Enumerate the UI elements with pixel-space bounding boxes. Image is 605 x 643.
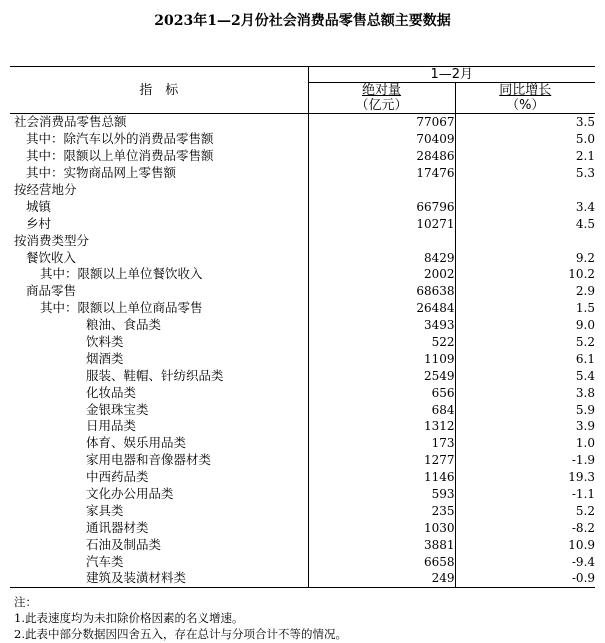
row-yoy-growth: 5.9	[455, 401, 595, 418]
row-absolute-value: 593	[308, 486, 455, 503]
table-row	[10, 334, 595, 351]
row-indicator: 乡村	[26, 215, 52, 231]
row-absolute-value: 1277	[308, 452, 455, 469]
table-row	[10, 215, 595, 232]
row-indicator: 家具类	[86, 502, 124, 518]
row-indicator: 烟酒类	[86, 350, 124, 366]
row-indicator: 商品零售	[26, 283, 77, 299]
row-yoy-growth: -1.9	[455, 452, 595, 469]
table-row	[10, 182, 595, 199]
row-absolute-value: 249	[308, 570, 455, 587]
row-indicator: 金银珠宝类	[86, 401, 149, 417]
row-indicator: 饮料类	[86, 334, 124, 350]
row-yoy-growth: -0.9	[455, 570, 595, 587]
row-absolute-value: 1109	[308, 350, 455, 367]
row-absolute-value: 6658	[308, 553, 455, 570]
row-yoy-growth: -8.2	[455, 519, 595, 536]
row-yoy-growth: 9.2	[455, 249, 595, 266]
table-row	[10, 249, 595, 266]
notes	[14, 594, 599, 642]
row-yoy-growth: 19.3	[455, 469, 595, 486]
row-absolute-value: 684	[308, 401, 455, 418]
table-row	[10, 283, 595, 300]
yoy-header-label: 同比增长	[499, 83, 552, 98]
row-absolute-value: 66796	[308, 198, 455, 215]
row-indicator: 文化办公用品类	[86, 486, 174, 502]
table-row	[10, 198, 595, 215]
row-yoy-growth	[455, 232, 595, 249]
absolute-header-unit: （亿元）	[355, 98, 408, 113]
table-row	[10, 114, 595, 131]
yoy-header-unit: （%）	[506, 98, 545, 113]
row-indicator: 餐饮收入	[26, 249, 77, 265]
row-yoy-growth: 5.2	[455, 334, 595, 351]
row-absolute-value: 26484	[308, 300, 455, 317]
row-absolute-value: 17476	[308, 165, 455, 182]
row-indicator: 按经营地分	[14, 182, 77, 197]
table-row	[10, 469, 595, 486]
row-yoy-growth: 2.1	[455, 148, 595, 165]
row-absolute-value: 1312	[308, 418, 455, 435]
row-yoy-growth: 10.2	[455, 266, 595, 283]
table-row	[10, 536, 595, 553]
row-yoy-growth: 2.9	[455, 283, 595, 300]
table-row	[10, 148, 595, 165]
row-absolute-value: 28486	[308, 148, 455, 165]
row-indicator: 按消费类型分	[14, 232, 90, 248]
row-absolute-value: 1146	[308, 469, 455, 486]
row-yoy-growth: 3.9	[455, 418, 595, 435]
data-table	[10, 66, 595, 588]
row-absolute-value: 235	[308, 502, 455, 519]
table-row	[10, 435, 595, 452]
table-row	[10, 519, 595, 536]
row-yoy-growth: 1.0	[455, 435, 595, 452]
row-absolute-value: 68638	[308, 283, 455, 300]
table-row	[10, 486, 595, 503]
row-yoy-growth: 9.0	[455, 317, 595, 334]
row-absolute-value	[308, 232, 455, 249]
absolute-header-label: 绝对量	[361, 83, 401, 98]
row-indicator: 石油及制品类	[86, 536, 162, 552]
row-absolute-value: 1030	[308, 519, 455, 536]
row-indicator: 粮油、食品类	[86, 317, 162, 333]
row-yoy-growth: 6.1	[455, 350, 595, 367]
row-indicator: 体育、娱乐用品类	[86, 435, 187, 451]
note-2: 2.此表中部分数据因四舍五入，存在总计与分项合计不等的情况。	[14, 627, 347, 641]
row-indicator: 服装、鞋帽、针纺织品类	[86, 367, 224, 383]
row-absolute-value: 8429	[308, 249, 455, 266]
indicator-header: 指 标	[10, 67, 308, 114]
row-indicator: 社会消费品零售总额	[14, 114, 127, 130]
absolute-header	[308, 83, 455, 114]
period-header: 1—2月	[308, 67, 595, 83]
row-indicator: 建筑及装潢材料类	[10, 570, 308, 587]
table-row	[10, 165, 595, 182]
row-indicator: 其中：限额以上单位消费品零售额	[26, 148, 214, 164]
row-absolute-value: 3493	[308, 317, 455, 334]
row-yoy-growth	[455, 182, 595, 199]
table-row	[10, 350, 595, 367]
row-absolute-value: 173	[308, 435, 455, 452]
table-row	[10, 401, 595, 418]
row-indicator: 其中：除汽车以外的消费品零售额	[26, 131, 214, 147]
table-row	[10, 300, 595, 317]
row-absolute-value: 2002	[308, 266, 455, 283]
row-absolute-value: 77067	[308, 114, 455, 131]
row-indicator: 通讯器材类	[86, 519, 149, 535]
table-row	[10, 452, 595, 469]
row-absolute-value: 656	[308, 384, 455, 401]
row-yoy-growth: -9.4	[455, 553, 595, 570]
table-row	[10, 266, 595, 283]
row-indicator: 其中：实物商品网上零售额	[26, 165, 177, 181]
row-yoy-growth: 3.5	[455, 114, 595, 131]
row-indicator: 中西药品类	[86, 469, 149, 485]
row-absolute-value: 70409	[308, 131, 455, 148]
table-row	[10, 553, 595, 570]
row-yoy-growth: 5.3	[455, 165, 595, 182]
row-absolute-value: 2549	[308, 367, 455, 384]
table-row	[10, 232, 595, 249]
row-yoy-growth: 3.8	[455, 384, 595, 401]
row-yoy-growth: -1.1	[455, 486, 595, 503]
table-row	[10, 367, 595, 384]
row-indicator: 汽车类	[86, 553, 124, 569]
row-yoy-growth: 10.9	[455, 536, 595, 553]
note-1: 1.此表速度均为未扣除价格因素的名义增速。	[14, 611, 244, 625]
row-absolute-value	[308, 182, 455, 199]
table-row	[10, 384, 595, 401]
table-row	[10, 502, 595, 519]
row-indicator: 城镇	[26, 198, 52, 214]
page-title: 2023年1—2月份社会消费品零售总额主要数据	[154, 13, 451, 29]
row-yoy-growth: 1.5	[455, 300, 595, 317]
row-yoy-growth: 4.5	[455, 215, 595, 232]
row-absolute-value: 3881	[308, 536, 455, 553]
row-absolute-value: 10271	[308, 215, 455, 232]
row-indicator: 日用品类	[86, 418, 137, 434]
row-indicator: 其中：限额以上单位餐饮收入	[40, 266, 203, 282]
table-header	[10, 67, 595, 114]
row-yoy-growth: 5.4	[455, 367, 595, 384]
notes-label: 注：	[14, 595, 37, 609]
yoy-header	[455, 83, 595, 114]
row-absolute-value: 522	[308, 334, 455, 351]
table-row	[10, 131, 595, 148]
row-yoy-growth: 5.0	[455, 131, 595, 148]
row-indicator: 化妆品类	[86, 384, 137, 400]
table-body	[10, 114, 595, 588]
table-row	[10, 570, 595, 587]
row-indicator: 家用电器和音像器材类	[86, 452, 212, 468]
row-yoy-growth: 5.2	[455, 502, 595, 519]
row-indicator: 其中：限额以上单位商品零售	[40, 300, 203, 316]
table-row	[10, 317, 595, 334]
table-row	[10, 418, 595, 435]
row-yoy-growth: 3.4	[455, 198, 595, 215]
